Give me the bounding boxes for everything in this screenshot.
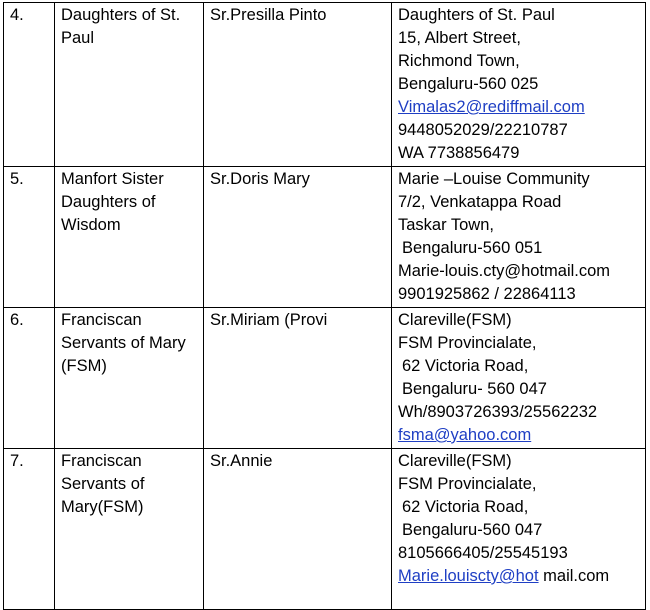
organization-name: Manfort Sister Daughters of Wisdom — [55, 167, 204, 308]
phone-number: Wh/8903726393/25562232 — [398, 403, 598, 421]
address-line: Bengaluru-560 051 — [402, 239, 543, 257]
address-line: 62 Victoria Road, — [402, 357, 529, 375]
address-line: Clareville(FSM) — [398, 311, 512, 329]
contact-name: Sr.Doris Mary — [204, 167, 392, 308]
address-line: 7/2, Venkatappa Road — [398, 193, 562, 211]
whatsapp-number: WA 7738856479 — [398, 144, 520, 162]
table-row — [4, 449, 646, 610]
address-line: Bengaluru-560 047 — [402, 521, 543, 539]
row-number: 7. — [4, 449, 55, 610]
email-text: Marie-louis.cty@hotmail.com — [398, 262, 611, 280]
email-link[interactable]: Vimalas2@rediffmail.com — [398, 98, 585, 116]
table-row — [4, 167, 646, 308]
contact-name: Sr.Miriam (Provi — [204, 308, 392, 449]
address-line: Taskar Town, — [398, 216, 494, 234]
table-row — [4, 308, 646, 449]
contact-name: Sr.Annie — [204, 449, 392, 610]
row-number: 4. — [4, 3, 55, 167]
address-line: Daughters of St. Paul — [398, 6, 555, 24]
address-line: FSM Provincialate, — [398, 475, 537, 493]
address-line: 15, Albert Street, — [398, 29, 521, 47]
address-line: Bengaluru- 560 047 — [402, 380, 547, 398]
address-line: Clareville(FSM) — [398, 452, 512, 470]
address-line: Richmond Town, — [398, 52, 520, 70]
email-suffix: mail.com — [538, 567, 610, 585]
contact-name: Sr.Presilla Pinto — [204, 3, 392, 167]
address-cell — [392, 3, 646, 167]
email-link[interactable]: Marie.louiscty@hot — [398, 567, 539, 585]
address-line: Marie –Louise Community — [398, 170, 590, 188]
organization-name: Franciscan Servants of Mary (FSM) — [55, 308, 204, 449]
address-line: FSM Provincialate, — [398, 334, 537, 352]
address-line: 62 Victoria Road, — [402, 498, 529, 516]
organization-name: Daughters of St. Paul — [55, 3, 204, 167]
address-line: Bengaluru-560 025 — [398, 75, 539, 93]
address-cell — [392, 308, 646, 449]
address-cell — [392, 167, 646, 308]
table-row — [4, 3, 646, 167]
organization-name: Franciscan Servants of Mary(FSM) — [55, 449, 204, 610]
address-cell — [392, 449, 646, 610]
phone-number: 9448052029/22210787 — [398, 121, 568, 139]
email-link[interactable]: fsma@yahoo.com — [398, 426, 532, 444]
phone-number: 9901925862 / 22864113 — [398, 285, 576, 303]
phone-number: 8105666405/25545193 — [398, 544, 568, 562]
contacts-table — [3, 2, 646, 610]
row-number: 6. — [4, 308, 55, 449]
row-number: 5. — [4, 167, 55, 308]
